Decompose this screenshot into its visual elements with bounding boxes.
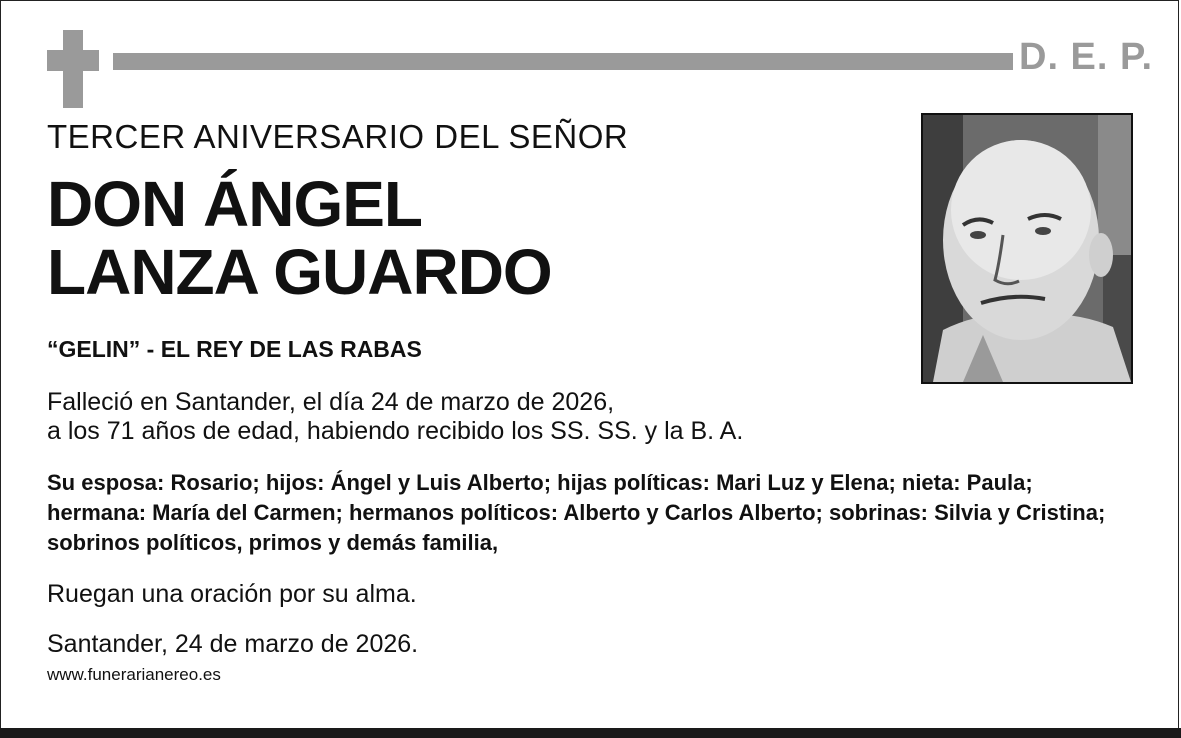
deceased-nickname: “GELIN” - EL REY DE LAS RABAS [47, 336, 422, 362]
death-details-line2: a los 71 años de edad, habiendo recibido los SS. SS. y la B. A. [47, 417, 744, 445]
deceased-name [47, 170, 552, 306]
death-details-line1: Falleció en Santander, el día 24 de marzo de 2026, [47, 388, 615, 416]
header-rule [113, 53, 1013, 70]
portrait-image [923, 115, 1131, 382]
deceased-name-line2: LANZA GUARDO [47, 236, 552, 308]
bottom-border [0, 728, 1181, 738]
death-details [47, 388, 743, 446]
cross-icon-bar [47, 50, 99, 71]
family-list: Su esposa: Rosario; hijos: Ángel y Luis Alberto; hijas políticas: Mari Luz y Elena; nieta: Paula; hermana: María del Carmen; hermanos políticos: Alberto y Carlos Alberto; sobrinas: Silvia y Cristina; sobrinos políticos, primos y demás familia, [47, 470, 1106, 555]
notice-subtitle: TERCER ANIVERSARIO DEL SEÑOR [47, 118, 629, 155]
portrait-photo [921, 113, 1133, 384]
dep-label: D. E. P. [1019, 36, 1154, 78]
prayer-request: Ruegan una oración por su alma. [47, 580, 417, 608]
place-date: Santander, 24 de marzo de 2026. [47, 630, 419, 658]
deceased-name-line1: DON ÁNGEL [47, 168, 422, 240]
website-link[interactable]: www.funerarianereo.es [47, 665, 221, 684]
